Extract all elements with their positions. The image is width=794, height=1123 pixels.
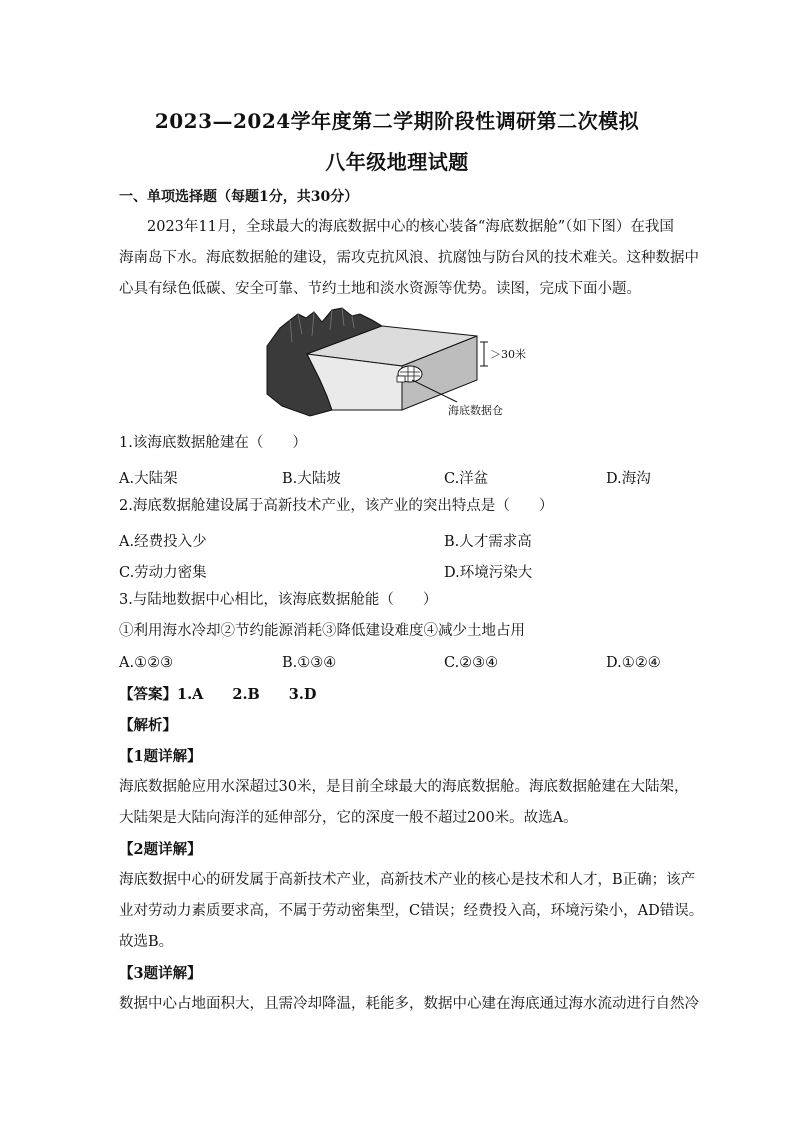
detail-2-line-2: 业对劳动力素质要求高，不属于劳动密集型，C错误；经费投入高，环境污染小，AD错误。 bbox=[119, 903, 704, 919]
q3-option-d: D.①②④ bbox=[606, 655, 661, 671]
detail-2-line-3: 故选B。 bbox=[119, 934, 174, 950]
detail-1-line-2: 大陆架是大陆向海洋的延伸部分，它的深度一般不超过200米。故选A。 bbox=[119, 810, 578, 826]
q1-option-b: B.大陆坡 bbox=[282, 471, 341, 487]
detail-2-line-1: 海底数据中心的研发属于高新技术产业，高新技术产业的核心是技术和人才，B正确；该产 bbox=[119, 872, 696, 888]
intro-line-1: 2023年11月，全球最大的海底数据中心的核心装备“海底数据舱”（如下图）在我国 bbox=[147, 219, 674, 235]
block-diagram bbox=[262, 306, 542, 418]
callout-label: 海底数据仓 bbox=[448, 404, 503, 417]
q2-stem: 2.海底数据舱建设属于高新技术产业，该产业的突出特点是（ ） bbox=[119, 498, 554, 514]
detail-1-heading: 【1题详解】 bbox=[119, 748, 202, 765]
page-subtitle: 八年级地理试题 bbox=[325, 150, 469, 174]
seabed-data-capsule-figure bbox=[262, 306, 542, 418]
depth-marker bbox=[480, 342, 488, 366]
section-heading: 一、单项选择题（每题1分，共30分） bbox=[119, 189, 359, 205]
q1-option-a: A.大陆架 bbox=[119, 471, 178, 487]
q1-option-d: D.海沟 bbox=[606, 471, 651, 487]
detail-3-line-1: 数据中心占地面积大，且需冷却降温，耗能多，数据中心建在海底通过海水流动进行自然冷 bbox=[119, 996, 699, 1012]
q2-option-c: C.劳动力密集 bbox=[119, 565, 207, 581]
analysis-heading: 【解析】 bbox=[119, 717, 177, 734]
detail-2-heading: 【2题详解】 bbox=[119, 841, 202, 858]
intro-line-2: 海南岛下水。海底数据舱的建设，需攻克抗风浪、抗腐蚀与防台风的技术难关。这种数据中 bbox=[119, 250, 699, 266]
q3-option-a: A.①②③ bbox=[119, 655, 174, 671]
q2-option-b: B.人才需求高 bbox=[444, 534, 532, 550]
answer-key: 【答案】1.A 2.B 3.D bbox=[119, 686, 317, 703]
q1-option-c: C.洋盆 bbox=[444, 471, 489, 487]
q3-option-b: B.①③④ bbox=[282, 655, 337, 671]
intro-line-3: 心具有绿色低碳、安全可靠、节约土地和淡水资源等优势。读图，完成下面小题。 bbox=[119, 281, 641, 297]
q2-option-a: A.经费投入少 bbox=[119, 534, 207, 550]
q2-option-d: D.环境污染大 bbox=[444, 565, 533, 581]
q3-statements: ①利用海水冷却②节约能源消耗③降低建设难度④减少土地占用 bbox=[119, 623, 525, 639]
page-title: 2023—2024学年度第二学期阶段性调研第二次模拟 bbox=[154, 109, 640, 133]
data-capsule-icon bbox=[397, 366, 422, 382]
q3-option-c: C.②③④ bbox=[444, 655, 499, 671]
detail-1-line-1: 海底数据舱应用水深超过30米，是目前全球最大的海底数据舱。海底数据舱建在大陆架， bbox=[119, 779, 689, 795]
q1-stem: 1.该海底数据舱建在（ ） bbox=[119, 435, 307, 451]
q3-stem: 3.与陆地数据中心相比，该海底数据舱能（ ） bbox=[119, 592, 438, 608]
detail-3-heading: 【3题详解】 bbox=[119, 965, 202, 982]
depth-label: ＞30米 bbox=[490, 348, 526, 361]
